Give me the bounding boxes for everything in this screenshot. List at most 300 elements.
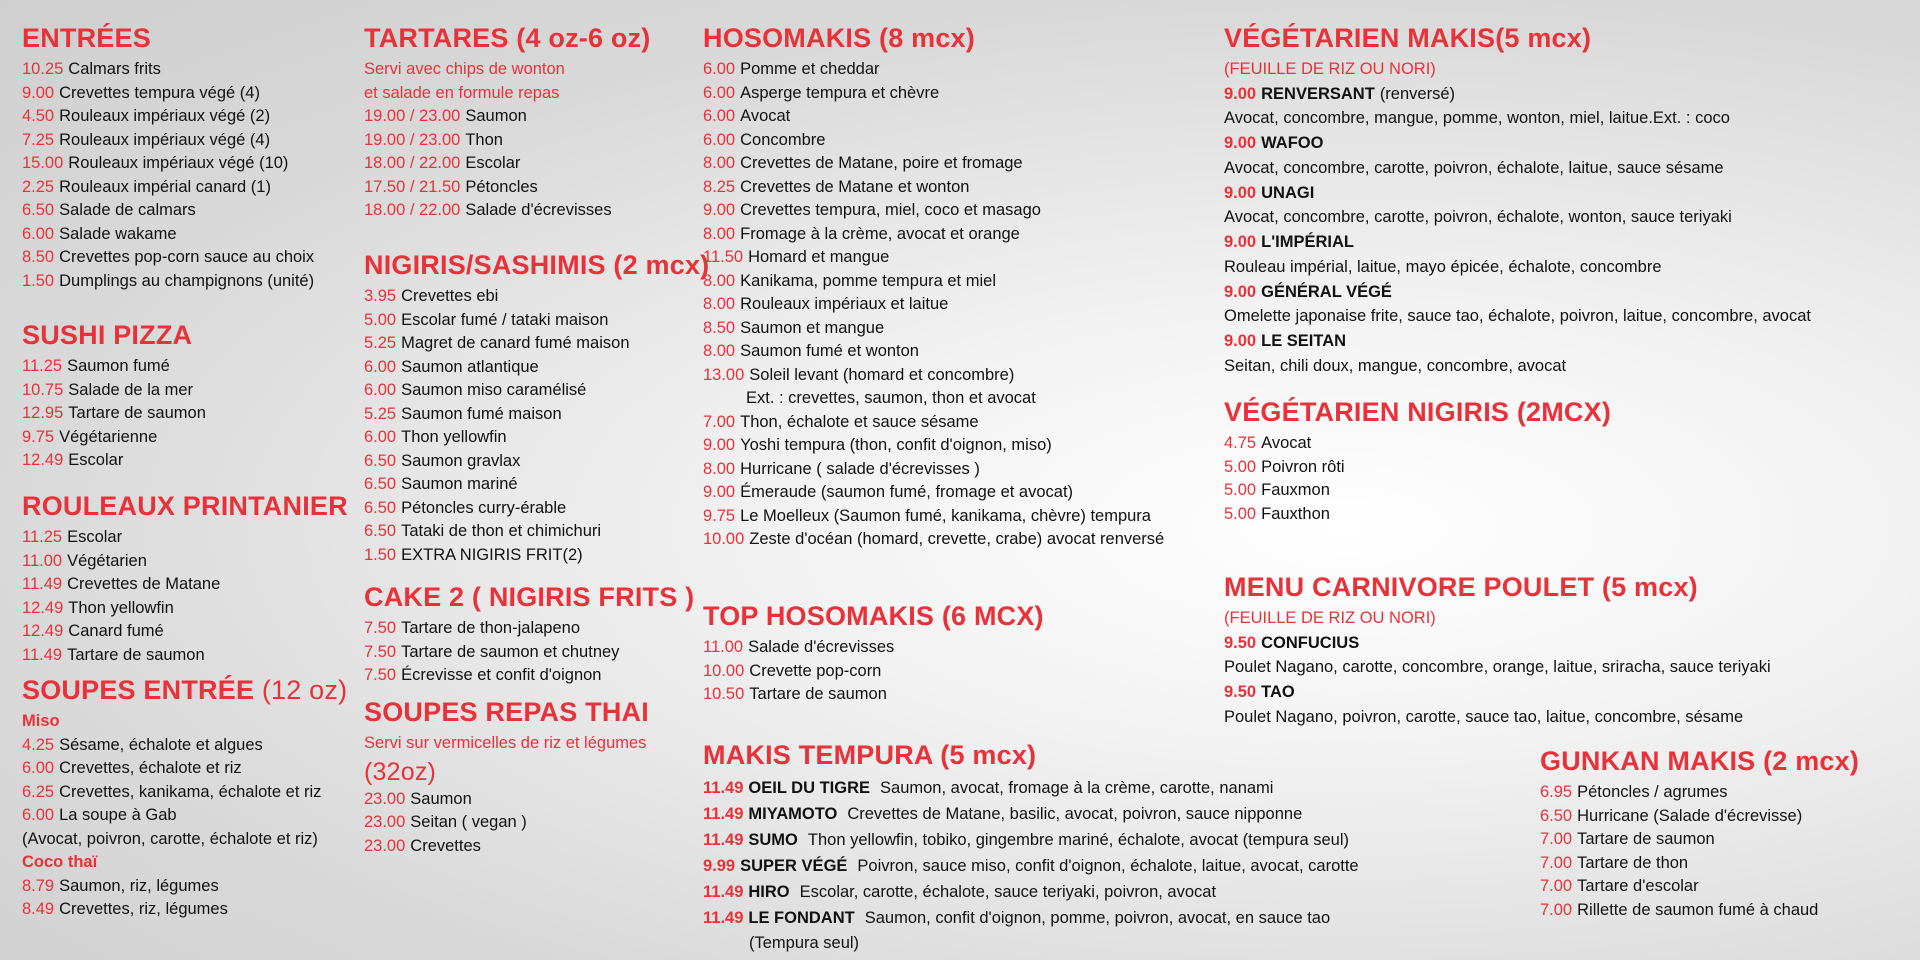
item-price: 18.00 / 22.00 [364,154,461,172]
item-name: Saumon atlantique [401,357,539,376]
item-name: Rouleaux impériaux et laitue [740,295,949,313]
section-vegetarien-makis [1224,22,1811,379]
menu-item [703,223,1164,247]
menu-item [364,641,694,665]
item-price: 9.75 [22,427,55,446]
item-name: Dumplings au champignons (unité) [59,271,315,290]
item-name: Escolar [68,451,124,469]
item-name: Crevettes tempura, miel, coco et masago [740,201,1041,219]
item-name: Crevettes de Matane et wonton [740,177,970,196]
item-price: 11.49 [703,805,744,823]
menu-item [1540,899,1859,923]
section-subtitle: (FEUILLE DE RIZ OU NORI) [1224,60,1436,78]
title-main: SOUPES ENTRÉE [22,675,255,705]
menu-item [703,411,1164,435]
item-note: (renversé) [1379,84,1455,103]
item-name: Végétarien [67,551,147,570]
section-title: TOP HOSOMAKIS (6 MCX) [703,601,1044,631]
item-name: Sésame, échalote et algues [59,735,263,754]
item-name: Saumon fumé maison [401,404,562,423]
menu-item [703,801,1359,827]
item-name: Thon, échalote et sauce sésame [740,412,979,431]
item-price: 3.95 [364,287,397,305]
item-price: 11.49 [703,831,744,849]
item-price: 7.00 [1540,900,1573,919]
item-name: Saumon gravlax [401,451,521,470]
item-list [703,636,1044,707]
item-name: Tataki de thon et chimichuri [401,522,602,540]
item-name: Tartare de saumon [1577,830,1715,848]
item-name: Fauxthon [1261,504,1330,523]
item-price: 9.75 [703,506,736,525]
item-price: 9.50 [1224,683,1257,701]
item-name: Tartare de thon [1577,853,1689,872]
menu-item [364,664,694,688]
item-name: RENVERSANT [1261,84,1375,103]
item-description: Avocat, concombre, carotte, poivron, échalote, wonton, sauce teriyaki [1224,208,1732,226]
item-price: 10.00 [703,661,745,680]
item-name: Salade de la mer [68,380,194,399]
menu-item [703,152,1164,176]
item-price: 8.50 [22,248,55,266]
section-title: MAKIS TEMPURA (5 mcx) [703,740,1037,770]
item-list [703,775,1359,931]
menu-item [703,853,1359,879]
item-name: Crevette pop-corn [749,661,882,680]
section-title: MENU CARNIVORE POULET (5 mcx) [1224,572,1698,602]
menu-item [22,875,347,899]
item-price: 8.00 [703,459,736,478]
item-name: Fromage à la crème, avocat et orange [740,224,1020,243]
menu-item [22,152,314,176]
miso-label: Miso [22,712,60,730]
menu-item [703,82,1164,106]
item-list [1224,631,1771,730]
item-price: 6.00 [364,381,397,399]
item-name: Tartare d'escolar [1577,877,1699,895]
item-list [1224,82,1811,379]
item-price: 11.25 [22,357,63,375]
menu-item [703,683,1044,707]
item-price: 8.00 [703,295,736,313]
item-price: 5.00 [364,310,397,329]
item-price: 13.00 [703,365,745,384]
menu-item [364,152,651,176]
item-list [22,526,348,667]
item-list [22,355,206,473]
item-price: 10.75 [22,380,64,399]
section-title: HOSOMAKIS (8 mcx) [703,23,975,53]
item-name: Salade d'écrevisses [465,201,612,219]
menu-item [1224,280,1811,330]
item-price: 8.00 [703,271,736,290]
item-price: 11.00 [22,551,63,570]
item-price: 15.00 [22,154,64,172]
menu-item [22,355,206,379]
item-name: Saumon fumé [67,357,170,375]
menu-item [703,317,1164,341]
item-name: Émeraude (saumon fumé, fromage et avocat) [740,483,1074,501]
section-vegetarien-nigiris [1224,396,1611,526]
menu-item [703,434,1164,458]
item-price: 8.50 [703,318,736,337]
menu-item [22,644,348,668]
item-name: Pétoncles [465,177,538,196]
item-price: 9.00 [1224,282,1257,301]
item-name: Crevettes [410,836,481,855]
section-title: NIGIRIS/SASHIMIS (2 mcx) [364,250,710,280]
item-name: GÉNÉRAL VÉGÉ [1261,282,1392,301]
item-price: 4.25 [22,735,55,754]
item-price: 9.00 [22,83,55,102]
item-list [703,58,1164,387]
item-price: 18.00 / 22.00 [364,201,461,219]
item-price: 9.00 [1224,134,1257,152]
menu-item [703,293,1164,317]
menu-item [1540,828,1859,852]
menu-item [364,544,709,568]
item-price: 10.25 [22,60,64,78]
item-name: Thon yellowfin [68,598,174,617]
item-description: Escolar, carotte, échalote, sauce teriyaki, poivron, avocat [799,883,1217,901]
coco-label: Coco thaï [22,853,98,871]
item-list [1224,432,1611,526]
item-header [1224,131,1811,156]
section-title: SOUPES REPAS THAI [364,697,649,727]
item-price: 6.00 [703,130,736,149]
item-price: 8.00 [703,224,736,243]
item-description: Saumon, confit d'oignon, pomme, poivron, avocat, en sauce tao [864,909,1331,927]
section-subtitle: Servi avec chips de wonton [364,60,565,78]
menu-item [364,379,709,403]
item-name: Asperge tempura et chèvre [740,83,940,102]
item-price: 6.50 [1540,806,1573,825]
menu-item [22,58,314,82]
item-name: Pétoncles / agrumes [1577,783,1728,801]
menu-item [703,636,1044,660]
item-name: Thon yellowfin [401,428,507,446]
item-name: L'IMPÉRIAL [1261,233,1354,251]
item-name: Rouleaux impérial canard (1) [59,177,271,196]
menu-item [22,781,347,805]
menu-item [703,458,1164,482]
item-name: Zeste d'océan (homard, crevette, crabe) avocat renversé [749,530,1165,548]
item-price: 11.49 [703,779,744,797]
menu-item [1540,875,1859,899]
menu-item [703,129,1164,153]
item-name: Poivron rôti [1261,457,1345,476]
item-price: 12.49 [22,598,64,617]
item-list [364,617,694,688]
item-price: 5.00 [1224,504,1257,523]
item-price: 8.49 [22,900,55,918]
item-list-2 [703,411,1164,552]
item-name: Yoshi tempura (thon, confit d'oignon, miso) [740,436,1052,454]
item-price: 6.25 [22,782,55,801]
item-name: Végétarienne [59,427,158,446]
item-description: Avocat, concombre, carotte, poivron, échalote, laitue, sauce sésame [1224,158,1724,177]
item-list [364,105,651,223]
section-top-hosomakis [703,600,1044,707]
item-price: 11.50 [703,248,744,266]
item-name: UNAGI [1261,183,1315,202]
item-name: Le Moelleux (Saumon fumé, kanikama, chèvre) tempura [740,506,1151,525]
menu-item [364,617,694,641]
item-price: 11.49 [703,883,744,901]
item-price: 19.00 / 23.00 [364,107,461,125]
section-cake [364,581,694,688]
item-price: 6.00 [703,83,736,102]
item-price: 23.00 [364,813,406,831]
item-price: 5.00 [1224,457,1257,476]
item-name: Saumon miso caramélisé [401,381,587,399]
section-title: GUNKAN MAKIS (2 mcx) [1540,746,1860,776]
item-name: Escolar [465,154,521,172]
item-name: HIRO [748,883,790,901]
item-list [364,285,709,567]
menu-item [22,246,314,270]
item-name: Avocat [740,107,791,125]
item-price: 7.00 [1540,853,1573,872]
menu-item [22,379,206,403]
menu-item [22,129,314,153]
menu-item [22,620,348,644]
item-price: 11.25 [22,528,63,546]
gab-description: (Avocat, poivron, carotte, échalote et riz) [22,829,318,848]
section-size: (32oz) [364,757,437,786]
item-name: Magret de canard fumé maison [401,334,630,352]
menu-item [703,827,1359,853]
menu-item [1540,852,1859,876]
item-price: 1.50 [22,271,55,290]
item-name: MIYAMOTO [748,805,838,823]
item-name: Tartare de saumon [68,404,206,422]
item-price: 2.25 [22,177,55,196]
item-name: Thon [465,130,503,149]
menu-item [703,364,1164,388]
item-description: Avocat, concombre, mangue, pomme, wonton, miel, laitue.Ext. : coco [1224,109,1730,127]
menu-item [1540,805,1859,829]
item-name: Homard et mangue [748,248,890,266]
menu-item [703,775,1359,801]
item-name: Tartare de saumon et chutney [401,642,620,661]
item-name: Écrevisse et confit d'oignon [401,666,602,684]
item-price: 23.00 [364,836,406,855]
menu-item [364,199,651,223]
item-header [1224,230,1811,255]
item-price: 9.99 [703,857,736,875]
item-price: 6.95 [1540,783,1573,801]
item-price: 4.75 [1224,434,1257,452]
item-price: 10.50 [703,685,745,703]
item-name: Rillette de saumon fumé à chaud [1577,900,1819,919]
item-price: 11.49 [22,575,63,593]
menu-item [1224,479,1611,503]
item-name: SUPER VÉGÉ [740,857,848,875]
menu-item [703,528,1164,552]
item-description: Thon yellowfin, tobiko, gingembre mariné, échalote, avocat (tempura seul) [807,831,1349,849]
item-price: 7.50 [364,619,397,637]
menu-item [1540,781,1859,805]
item-list [22,58,314,293]
menu-item [703,505,1164,529]
item-price: 5.25 [364,404,397,423]
item-price: 6.50 [364,522,397,540]
menu-item [22,573,348,597]
item-name: Crevettes tempura végé (4) [59,83,260,102]
item-name: WAFOO [1261,134,1324,152]
item-name: Pétoncles curry-érable [401,498,567,517]
item-name: Rouleaux impériaux végé (4) [59,130,271,149]
menu-item [364,450,709,474]
menu-item [22,804,347,828]
section-title: VÉGÉTARIEN MAKIS(5 mcx) [1224,23,1592,53]
section-subtitle-2: et salade en formule repas [364,83,560,102]
menu-item [703,199,1164,223]
menu-item [364,332,709,356]
item-price: 6.50 [364,498,397,517]
item-price: 1.50 [364,545,397,564]
item-header [1224,181,1811,206]
item-name: Saumon [465,107,527,125]
item-price: 7.50 [364,666,397,684]
section-title [22,674,347,706]
menu-item [364,811,649,835]
section-tartares [364,22,651,223]
menu-item [364,403,709,427]
section-makis-tempura [703,739,1359,956]
item-name: Canard fumé [68,622,164,640]
section-sushi-pizza [22,319,206,473]
menu-item [22,734,347,758]
item-price: 6.00 [364,357,397,376]
item-name: Avocat [1261,434,1312,452]
menu-item [1224,503,1611,527]
menu-item [703,58,1164,82]
menu-item [364,356,709,380]
item-price: 12.49 [22,622,64,640]
menu-item [703,270,1164,294]
item-price: 5.25 [364,334,397,352]
menu-item [22,550,348,574]
item-price: 6.00 [703,107,736,125]
item-price: 9.00 [703,483,736,501]
item-name: Crevettes ebi [401,287,499,305]
section-title: ENTRÉES [22,23,151,53]
item-name: EXTRA NIGIRIS FRIT(2) [401,545,583,564]
menu-item [364,426,709,450]
item-name: Calmars frits [68,60,161,78]
item-price: 6.50 [364,451,397,470]
menu-item [22,597,348,621]
item-name: Saumon fumé et wonton [740,342,919,360]
menu-item [1224,432,1611,456]
section-nigiris-sashimis [364,249,709,567]
section-soupes-entree [22,674,347,922]
item-price: 9.00 [703,201,736,219]
section-title: TARTARES (4 oz-6 oz) [364,23,651,53]
item-name: Kanikama, pomme tempura et miel [740,271,996,290]
menu-item [364,473,709,497]
menu-item [703,879,1359,905]
item-price: 4.50 [22,107,55,125]
item-price: 17.50 / 21.50 [364,177,461,196]
item-name: Tartare de thon-jalapeno [401,619,580,637]
menu-item [22,270,314,294]
item-price: 6.50 [364,475,397,493]
menu-item [22,176,314,200]
menu-item [22,105,314,129]
section-title: CAKE 2 ( NIGIRIS FRITS ) [364,582,695,612]
item-name: Crevettes, kanikama, échalote et riz [59,782,322,801]
menu-item [22,426,206,450]
menu-item [22,757,347,781]
item-price: 7.00 [1540,877,1573,895]
item-name: Crevettes pop-corn sauce au choix [59,248,315,266]
item-name: Hurricane ( salade d'écrevisses ) [740,459,980,478]
menu-item [703,340,1164,364]
menu-item [22,402,206,426]
menu-item [1224,82,1811,132]
menu-item [1224,680,1771,730]
item-price: 9.00 [1224,233,1257,251]
menu-item [22,82,314,106]
menu-item [703,905,1359,931]
item-name: Pomme et cheddar [740,60,880,78]
item-name: CONFUCIUS [1261,633,1360,652]
item-price: 8.79 [22,876,55,895]
item-name: Rouleaux impériaux végé (2) [59,107,271,125]
item-price: 10.00 [703,530,745,548]
item-name: LE SEITAN [1261,332,1347,350]
menu-item [703,105,1164,129]
item-header [1224,280,1811,305]
item-name: LE FONDANT [748,909,855,927]
menu-item [703,176,1164,200]
item-list [364,788,649,859]
menu-item [703,660,1044,684]
item-description: Rouleau impérial, laitue, mayo épicée, échalote, concombre [1224,257,1662,276]
menu-item [22,223,314,247]
menu-item [22,526,348,550]
item-description: Poulet Nagano, poivron, carotte, sauce tao, laitue, concombre, sésame [1224,707,1744,726]
item-name: Seitan ( vegan ) [410,813,527,831]
menu-item [364,309,709,333]
item-name: Saumon mariné [401,475,518,493]
item-price: 19.00 / 23.00 [364,130,461,149]
section-menu-carnivore [1224,571,1771,730]
item-name: Concombre [740,130,826,149]
miso-list [22,734,347,828]
item-price: 11.00 [703,638,744,656]
item-price: 12.49 [22,451,64,469]
menu-item [1224,230,1811,280]
menu-item [364,176,651,200]
menu-item [1224,631,1771,681]
item-name: Crevettes, riz, légumes [59,900,228,918]
item-price: 8.00 [703,342,736,360]
item-price: 7.00 [703,412,736,431]
menu-item [703,481,1164,505]
item-description: Poulet Nagano, carotte, concombre, orange, laitue, sriracha, sauce teriyaki [1224,658,1771,676]
menu-item [364,285,709,309]
menu-item [22,449,206,473]
item-name: Saumon [410,789,472,808]
item-price: 23.00 [364,789,406,808]
item-name: OEIL DU TIGRE [748,779,871,797]
item-name: Escolar [67,528,123,546]
item-price: 9.00 [1224,84,1257,103]
